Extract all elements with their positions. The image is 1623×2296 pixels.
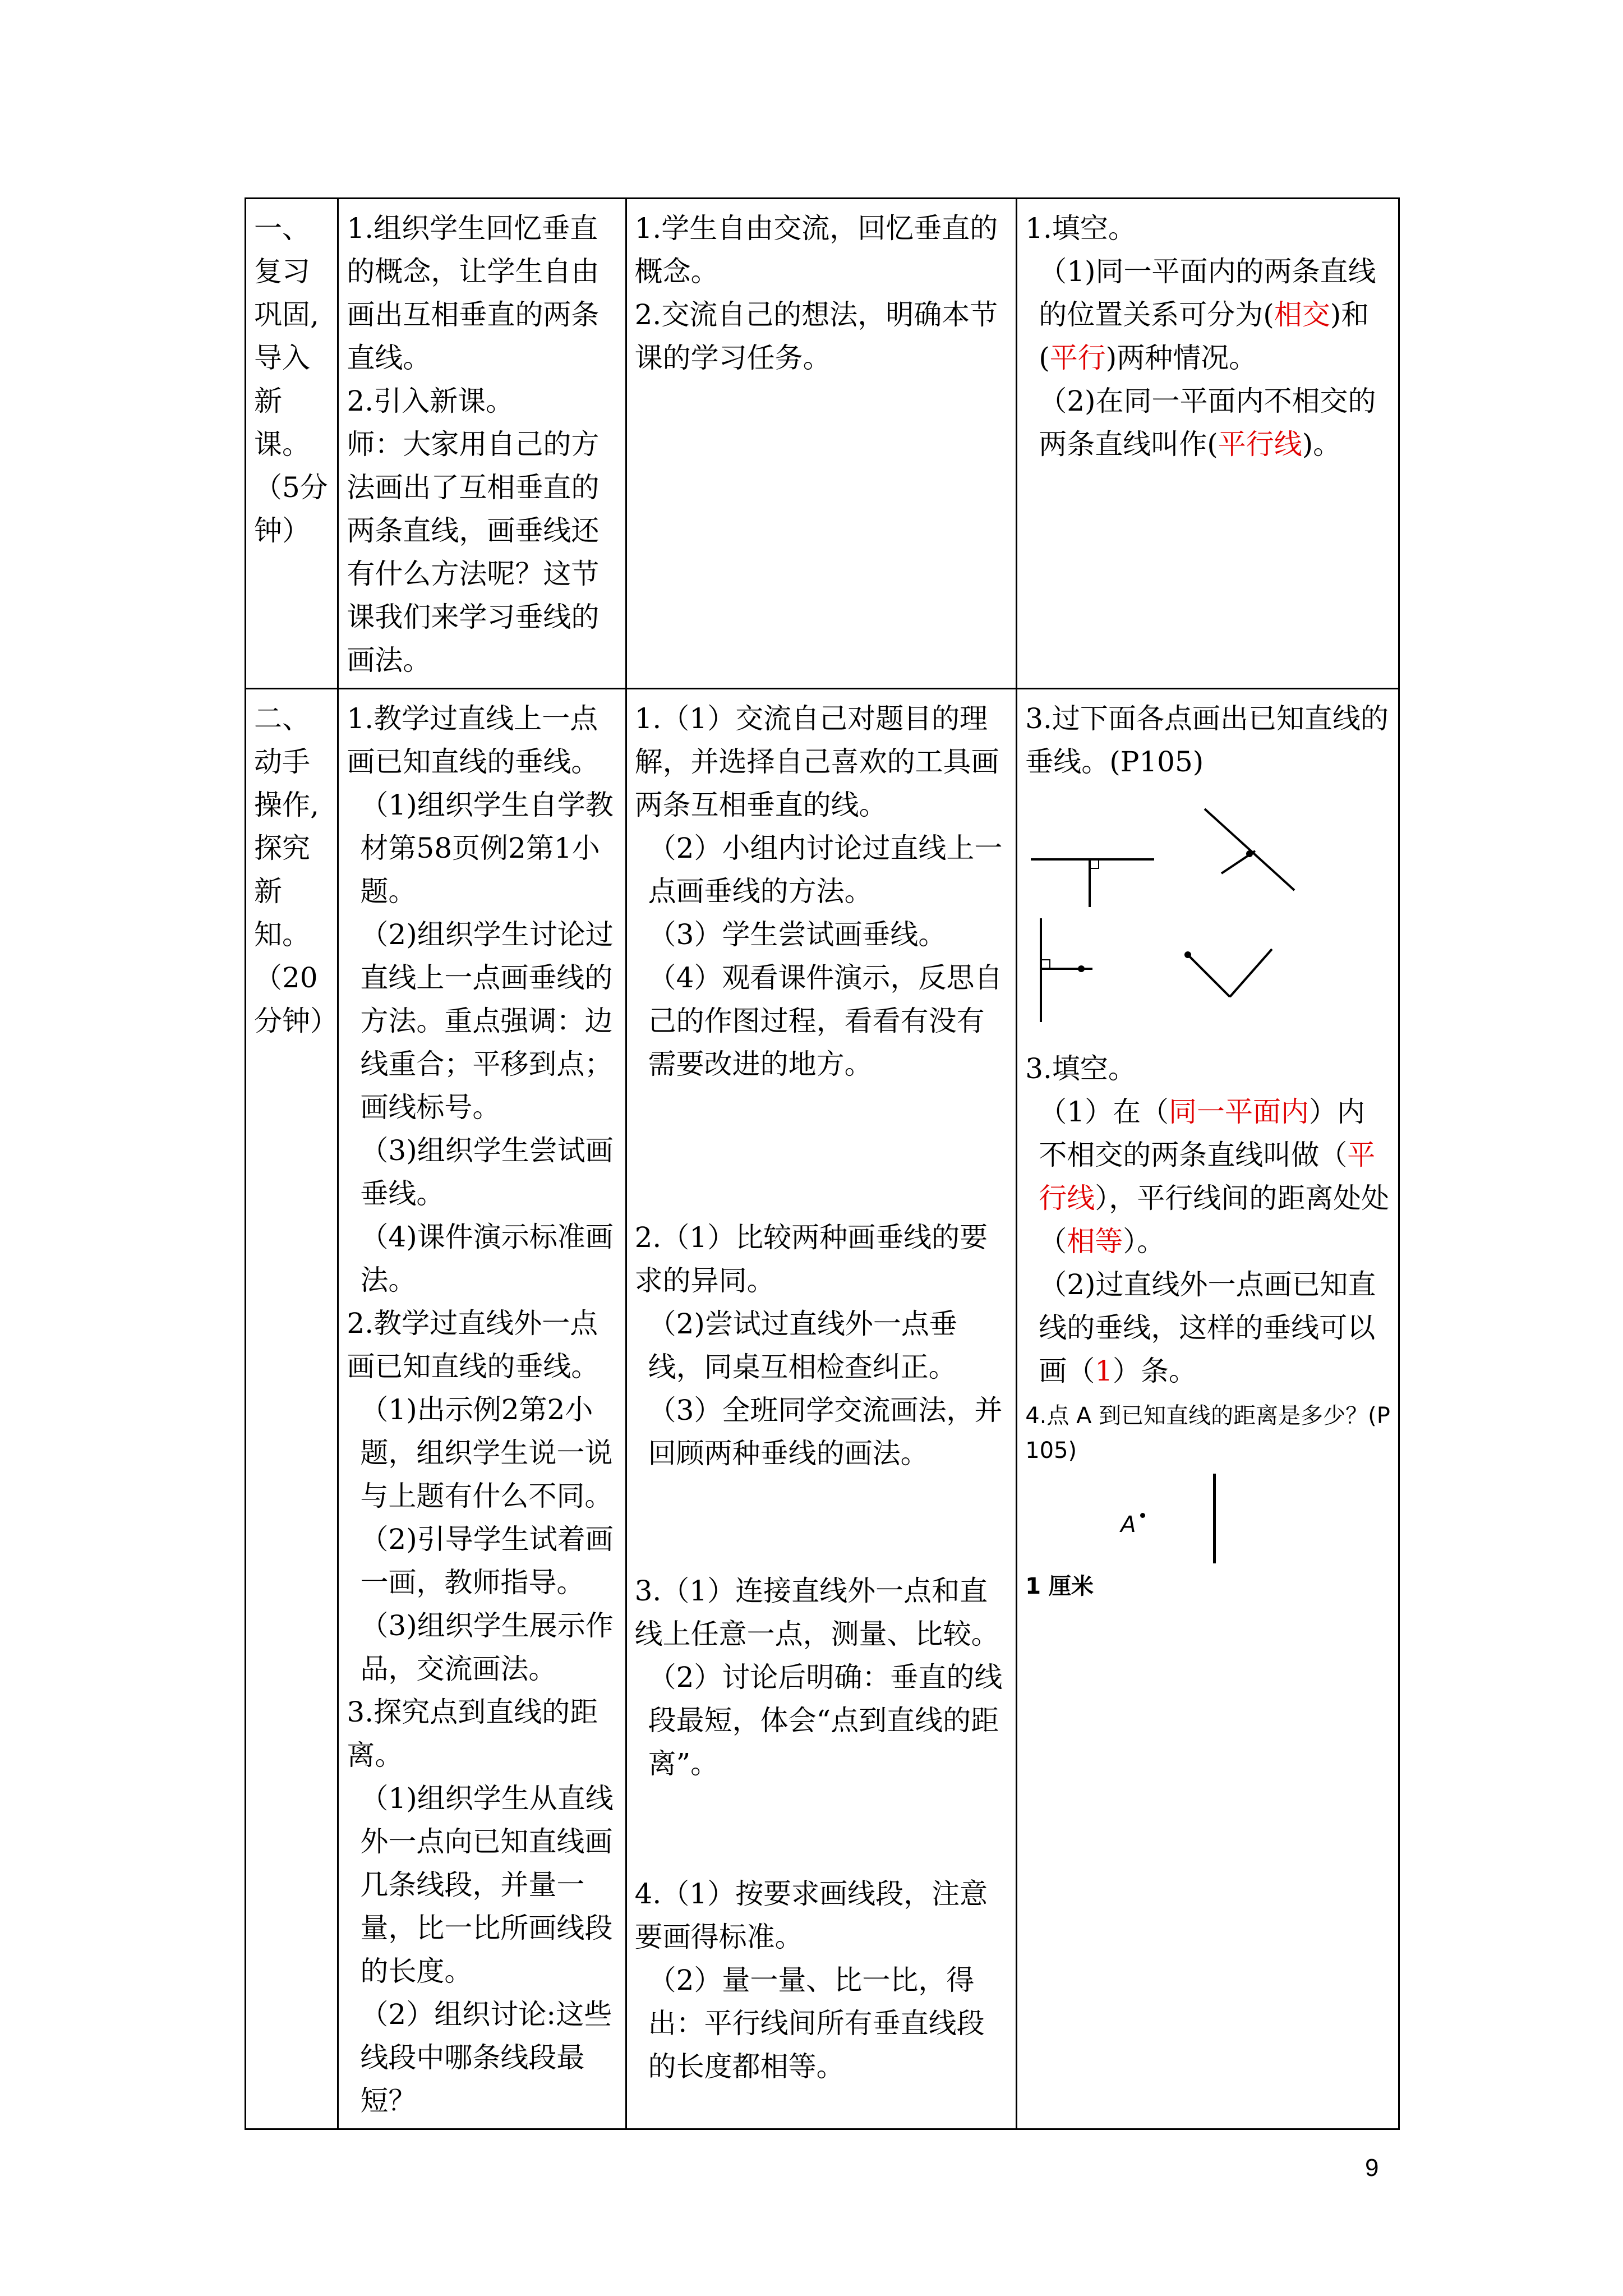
teacher-line: 师：大家用自己的方法画出了互相垂直的两条直线，画垂线还有什么方法呢？这节课我们来学习垂线的画法。 xyxy=(347,428,600,677)
student-cell xyxy=(626,199,1017,689)
exercise-question xyxy=(1025,1091,1390,1263)
question-text: ），平行线间的距离处处（ xyxy=(1039,1182,1390,1258)
teacher-line: （1)组织学生从直线外一点向已知直线画几条线段，并量一量，比一比所画线段的长度。 xyxy=(360,1782,614,1987)
figure-line xyxy=(1230,949,1272,997)
exercise-cell xyxy=(1017,199,1399,689)
teacher-cell xyxy=(338,689,626,2129)
student-line: 1.学生自由交流，回忆垂直的概念。 xyxy=(634,212,998,288)
lesson-table xyxy=(245,197,1400,2130)
answer-text: 相等 xyxy=(1067,1225,1123,1258)
student-cell xyxy=(626,689,1017,2129)
exercise-title: 1.填空。 xyxy=(1025,212,1136,245)
page-number: 9 xyxy=(1365,2154,1379,2182)
question-text: （1）在（ xyxy=(1039,1096,1169,1128)
point-a-label: A xyxy=(1121,1512,1136,1538)
stage-cell xyxy=(246,199,338,689)
answer-text: 平行线 xyxy=(1039,1139,1376,1214)
exercise-cell xyxy=(1017,689,1399,2129)
student-line: （4）观看课件演示，反思自己的作图过程，看看有没有需要改进的地方。 xyxy=(648,961,1003,1080)
question-text: （2)过直线外一点画已知直线的垂线，这样的垂线可以画（ xyxy=(1039,1268,1376,1387)
teacher-line: （2)引导学生试着画一画，教师指导。 xyxy=(360,1523,614,1599)
exercise-title: 3.填空。 xyxy=(1025,1052,1136,1085)
table-row xyxy=(246,199,1399,689)
student-line: （2)尝试过直线外一点垂线，同桌互相检查纠正。 xyxy=(648,1308,957,1383)
student-line: （2）小组内讨论过直线上一点画垂线的方法。 xyxy=(648,832,1003,908)
perpendicular-figures xyxy=(1025,806,1339,1030)
exercise-question xyxy=(1025,380,1390,466)
teacher-line: （2)组织学生讨论过直线上一点画垂线的方法。重点强调：边线重合；平移到点；画线标号。 xyxy=(360,918,614,1124)
teacher-line: （4)课件演示标准画法。 xyxy=(360,1221,614,1296)
answer-text: 平行 xyxy=(1049,342,1106,374)
answer-text: 同一平面内 xyxy=(1169,1096,1310,1128)
stage-cell xyxy=(246,689,338,2129)
figure-line xyxy=(1188,955,1230,997)
student-line: 1.（1）交流自己对题目的理解，并选择自己喜欢的工具画两条互相垂直的线。 xyxy=(634,702,999,821)
teacher-line: （1)组织学生自学教材第58页例2第1小题。 xyxy=(360,789,614,908)
answer-text: 1 xyxy=(1095,1355,1113,1387)
teacher-line: 1.组织学生回忆垂直的概念，让学生自由画出互相垂直的两条直线。 xyxy=(347,212,600,374)
teacher-line: 2.引入新课。 xyxy=(347,385,514,417)
figure-line xyxy=(1205,809,1294,890)
right-angle-mark xyxy=(1041,960,1050,969)
student-line: （3）学生尝试画垂线。 xyxy=(648,918,947,951)
question-text: )两种情况。 xyxy=(1105,342,1257,374)
distance-figure xyxy=(1025,1468,1390,1569)
student-group xyxy=(635,1872,1008,2088)
question-text: ）条。 xyxy=(1113,1355,1197,1387)
question-text: （2)在同一平面内不相交的两条直线叫作( xyxy=(1039,385,1376,461)
answer-text: 相交 xyxy=(1274,298,1330,331)
exercise-title: 3.过下面各点画出已知直线的垂线。(P105) xyxy=(1025,702,1389,778)
figure-point xyxy=(1184,951,1191,958)
teacher-cell xyxy=(338,199,626,689)
exercise-question xyxy=(1025,250,1390,380)
given-line xyxy=(1213,1474,1216,1563)
answer-text: 平行线 xyxy=(1218,428,1302,461)
student-line: 3.（1）连接直线外一点和直线上任意一点，测量、比较。 xyxy=(634,1575,999,1650)
student-group xyxy=(635,1216,1008,1570)
question-text: )和( xyxy=(1039,298,1370,374)
student-line: （2）量一量、比一比，得出：平行线间所有垂直线段的长度都相等。 xyxy=(648,1964,985,2083)
student-group xyxy=(635,697,1008,1216)
student-line: 2.（1）比较两种画垂线的要求的异同。 xyxy=(634,1221,988,1297)
question-text: ）内不相交的两条直线叫做（ xyxy=(1039,1096,1366,1171)
table-row xyxy=(246,689,1399,2129)
question-text: （1)同一平面内的两条直线的位置关系可分为( xyxy=(1039,255,1376,331)
teacher-line: 1.教学过直线上一点画已知直线的垂线。 xyxy=(347,702,600,778)
stage-text: 二、动手操作,探究新知。（20分钟） xyxy=(254,702,338,1037)
figure-point xyxy=(1078,965,1085,972)
point-a-dot xyxy=(1140,1513,1145,1518)
teacher-line: 2.教学过直线外一点画已知直线的垂线。 xyxy=(347,1307,600,1383)
student-line: （2）讨论后明确：垂直的线段最短，体会“点到直线的距离”。 xyxy=(648,1661,1003,1780)
exercise-question xyxy=(1025,1263,1390,1393)
unit-label: 1 厘米 xyxy=(1025,1573,1094,1599)
teacher-line: （2）组织讨论:这些线段中哪条线段最短？ xyxy=(360,1998,612,2117)
student-line: 2.交流自己的想法，明确本节课的学习任务。 xyxy=(634,298,998,374)
teacher-line: （3)组织学生尝试画垂线。 xyxy=(360,1134,614,1210)
right-angle-mark xyxy=(1090,859,1099,868)
student-group xyxy=(635,1570,1008,1872)
figure-point xyxy=(1246,850,1253,857)
teacher-line: （1)出示例2第2小题，组织学生说一说与上题有什么不同。 xyxy=(360,1393,613,1512)
teacher-line: （3)组织学生展示作品，交流画法。 xyxy=(360,1609,614,1685)
question-text: )。 xyxy=(1302,428,1341,461)
student-line: （3）全班同学交流画法，并回顾两种垂线的画法。 xyxy=(648,1394,1003,1470)
stage-text: 一、复习巩固,导入新课。（5分钟） xyxy=(254,212,328,547)
question-text: ）。 xyxy=(1123,1225,1165,1258)
exercise-title: 4.点 A 到已知直线的距离是多少？(P105) xyxy=(1025,1403,1390,1464)
student-line: 4.（1）按要求画线段，注意要画得标准。 xyxy=(634,1878,988,1953)
teacher-line: 3.探究点到直线的距离。 xyxy=(347,1696,598,1772)
